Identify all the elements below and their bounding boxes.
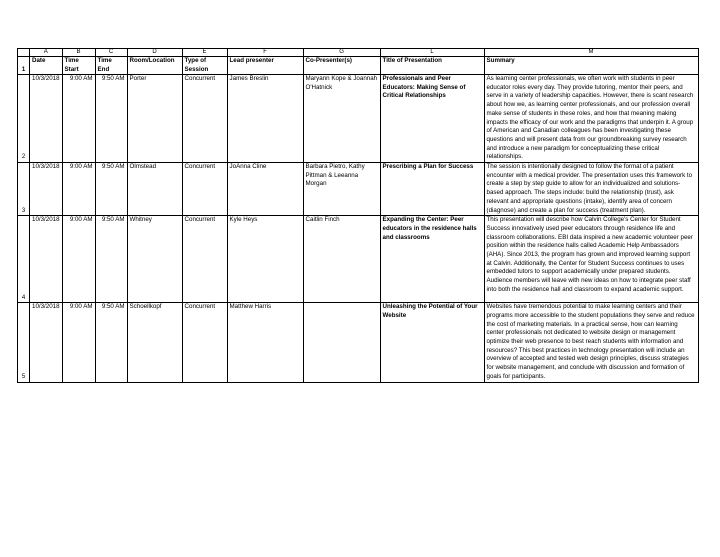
column-header-f[interactable]: F [227,49,303,57]
cell-room[interactable]: Whitney [127,216,182,303]
header-row [18,57,699,75]
header-lead-presenter[interactable]: Lead presenter [227,57,303,75]
row-number[interactable]: 3 [18,163,30,216]
table-row [18,303,699,382]
cell-time-end[interactable]: 9:50 AM [95,216,127,303]
header-time-start[interactable]: Time Start [62,57,95,75]
cell-type[interactable]: Concurrent [182,163,227,216]
cell-time-start[interactable]: 9:00 AM [62,75,95,163]
column-header-g[interactable]: G [303,49,380,57]
cell-time-end[interactable]: 9:50 AM [95,303,127,382]
cell-room[interactable]: Olmstead [127,163,182,216]
header-title[interactable]: Title of Presentation [380,57,484,75]
cell-lead-presenter[interactable]: James Breslin [227,75,303,163]
row-number[interactable]: 2 [18,75,30,163]
column-header-m[interactable]: M [484,49,698,57]
cell-co-presenters[interactable]: Caitlin Finch [303,216,380,303]
cell-room[interactable]: Porter [127,75,182,163]
cell-co-presenters[interactable]: Maryann Kope & Joannah O'Hatnick [303,75,380,163]
column-header-d[interactable]: D [127,49,182,57]
cell-date[interactable]: 10/3/2018 [30,75,63,163]
cell-date[interactable]: 10/3/2018 [30,163,63,216]
table-row [18,75,699,163]
row-number[interactable]: 5 [18,303,30,382]
header-co-presenters[interactable]: Co-Presenter(s) [303,57,380,75]
cell-summary[interactable]: The session is intentionally designed to follow the format of a patient encounter with a medical provider. The presentation uses this framework to create a step by step guide to allow for an individualized and solutions-based approach. The steps include: build the relationship (trust), ask relevant and appropriate questions (intake), identify area of concern (diagnose) and create a plan for success (treatment plan). [484,163,698,216]
select-all-corner[interactable] [18,49,30,57]
cell-time-end[interactable]: 9:50 AM [95,163,127,216]
cell-type[interactable]: Concurrent [182,216,227,303]
cell-type[interactable]: Concurrent [182,75,227,163]
header-time-end[interactable]: Time End [95,57,127,75]
cell-time-start[interactable]: 9:00 AM [62,216,95,303]
cell-title[interactable]: Prescribing a Plan for Success [380,163,484,216]
row-number[interactable]: 4 [18,216,30,303]
column-header-a[interactable]: A [30,49,63,57]
table-row [18,163,699,216]
cell-date[interactable]: 10/3/2018 [30,216,63,303]
header-room[interactable]: Room/Location [127,57,182,75]
header-summary[interactable]: Summary [484,57,698,75]
column-header-c[interactable]: C [95,49,127,57]
header-type[interactable]: Type of Session [182,57,227,75]
cell-lead-presenter[interactable]: Kyle Heys [227,216,303,303]
cell-time-start[interactable]: 9:00 AM [62,163,95,216]
cell-room[interactable]: Schoellkopf [127,303,182,382]
cell-co-presenters[interactable] [303,303,380,382]
column-header-e[interactable]: E [182,49,227,57]
cell-lead-presenter[interactable]: JoAnna Cline [227,163,303,216]
table-row [18,216,699,303]
cell-title[interactable]: Unleashing the Potential of Your Website [380,303,484,382]
header-date[interactable]: Date [30,57,63,75]
cell-lead-presenter[interactable]: Matthew Harris [227,303,303,382]
row-number[interactable]: 1 [18,57,30,75]
cell-co-presenters[interactable]: Barbara Pietro, Kathy Pittman & Leeanna Morgan [303,163,380,216]
cell-time-end[interactable]: 9:50 AM [95,75,127,163]
cell-type[interactable]: Concurrent [182,303,227,382]
cell-title[interactable]: Expanding the Center: Peer educators in the residence halls and classrooms [380,216,484,303]
cell-summary[interactable]: Websites have tremendous potential to make learning centers and their programs more accessible to the student populations they serve and reduce the cost of marketing materials. In a practical sense, how can learning center professionals not dedicated to website design or management optimize their web presence to best reach students with information and resources? This best practices in technology presentation will include an overview of accepted and tested web design principles, discuss strategies for website management, and conclude with discussion and formation of goals for participants. [484,303,698,382]
column-letter-row [18,49,699,57]
spreadsheet-table [17,48,699,383]
cell-summary[interactable]: As learning center professionals, we often work with students in peer educator roles every day. They provide tutoring, mentor their peers, and serve in a variety of leadership capacities. However, there is scant research about how we, as learning center professionals, and our profession overall make sense of students in these roles, and how that meaning making impacts the efficacy of our work and the paradigms that underpin it. A group of American and Canadian colleagues has been investigating these questions and will present data from our groundbreaking survey research and introduce a new paradigm for conceptualizing these critical relationships. [484,75,698,163]
cell-date[interactable]: 10/3/2018 [30,303,63,382]
column-header-b[interactable]: B [62,49,95,57]
cell-summary[interactable]: This presentation will describe how Calvin College's Center for Student Success innovatively used peer educators through residence life and classroom collaborations. EBI data inspired a new academic volunteer peer position within the residence halls called Academic Help Ambassadors (AHA). Since 2013, the program has grown and improved learning support at Calvin. Additionally, the Center for Student Success continues to uses embedded tutors to support academically under prepared students. Audience members will leave with new ideas on how to integrate peer staff into both the residence hall and classroom to expand academic support. [484,216,698,303]
column-header-l[interactable]: L [380,49,484,57]
cell-title[interactable]: Professionals and Peer Educators: Making Sense of Critical Relationships [380,75,484,163]
cell-time-start[interactable]: 9:00 AM [62,303,95,382]
